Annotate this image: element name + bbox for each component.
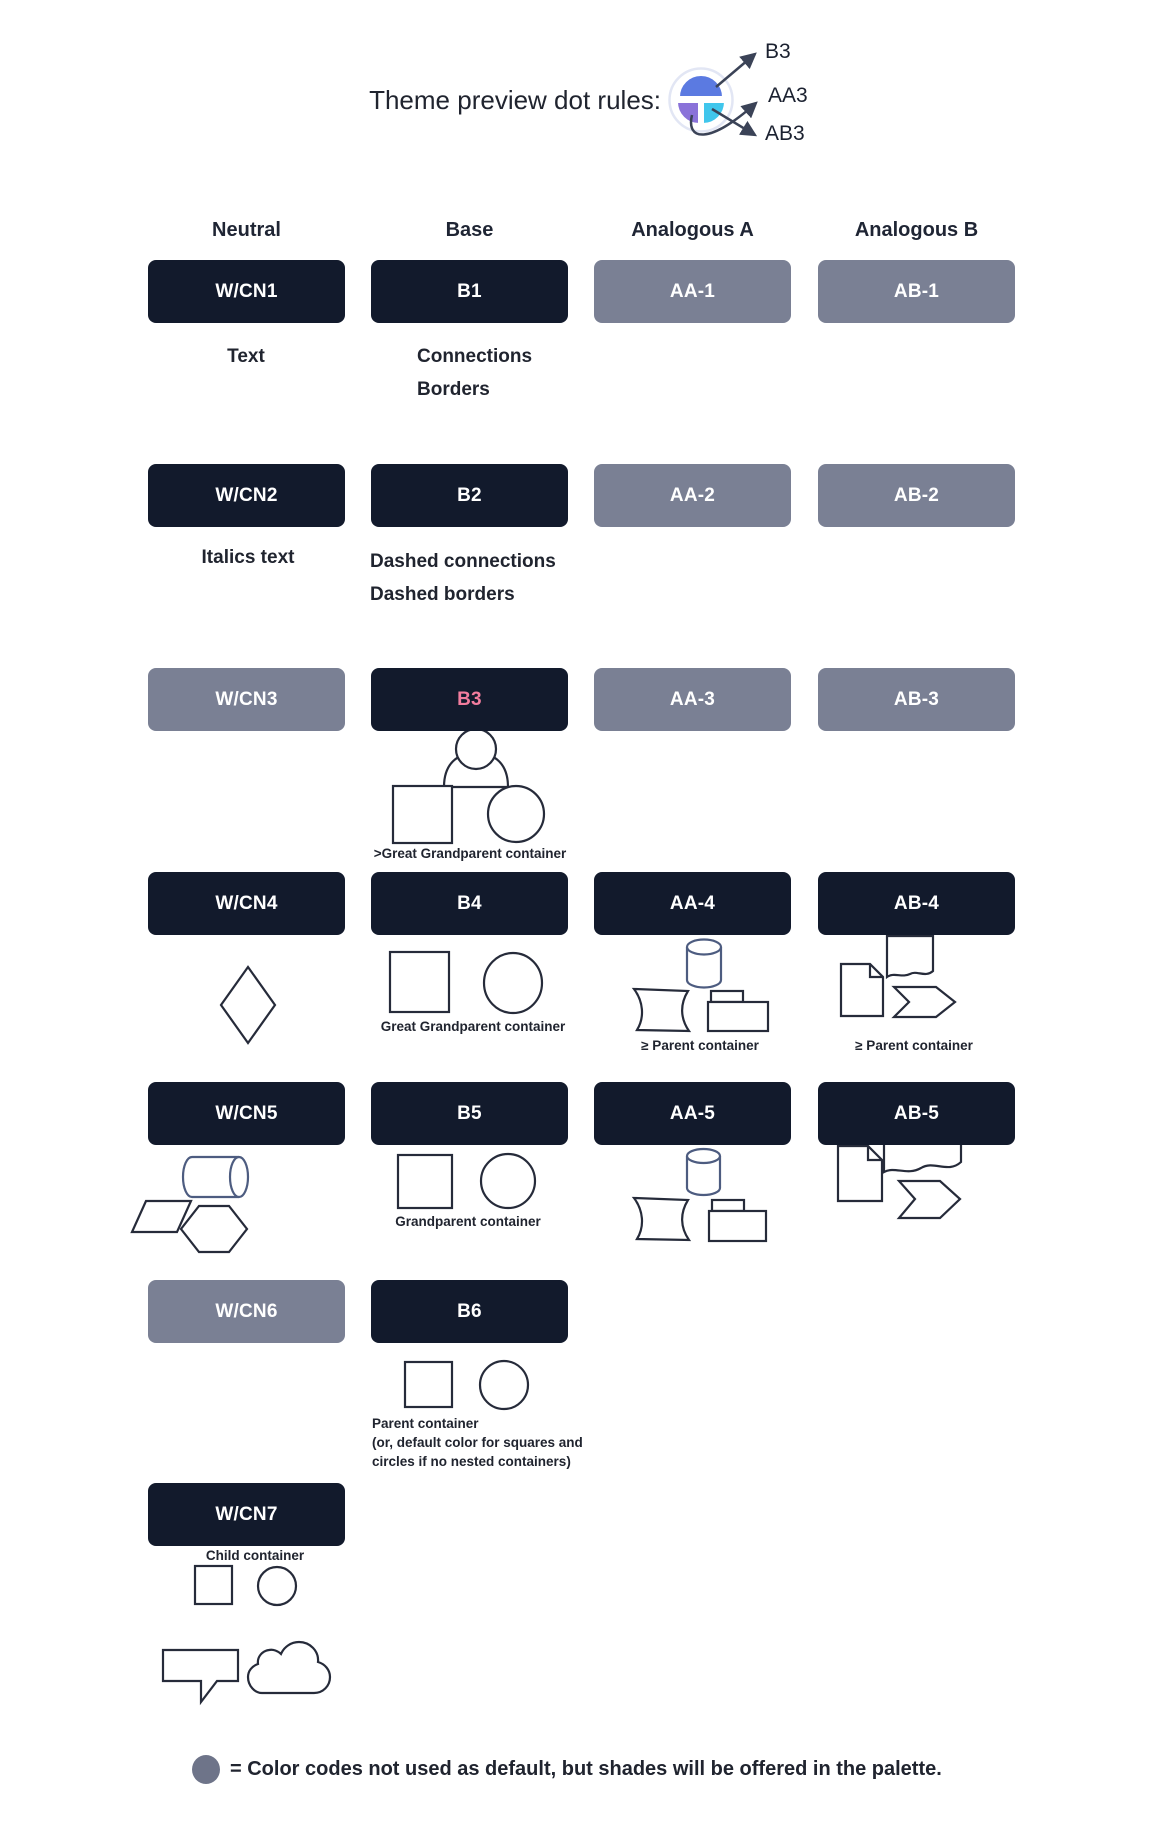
- circle-icon: [481, 1154, 535, 1208]
- chevron-icon: [899, 1181, 960, 1218]
- wcn5-cluster: [132, 1157, 248, 1252]
- swatch-label: AB-4: [893, 892, 940, 914]
- swatch-b6: [371, 1280, 568, 1343]
- swatch-label: AB-5: [893, 1102, 940, 1124]
- square-icon: [393, 786, 452, 843]
- cylinder-icon: [183, 1157, 248, 1197]
- b4-cluster: [390, 952, 542, 1013]
- swatch-w-cn3: [148, 668, 345, 731]
- b3-cluster-caption: >Great Grandparent container: [373, 846, 567, 861]
- swatch-label: W/CN3: [215, 688, 278, 710]
- swatch-label: W/CN4: [215, 892, 278, 914]
- swatch-aa-2: [594, 464, 791, 527]
- curved-panel-icon: [634, 1198, 689, 1240]
- document-icon: [838, 1146, 882, 1201]
- swatch-label: AB-2: [893, 484, 940, 506]
- speech-bubble-icon: [163, 1650, 238, 1702]
- wcn7-extra-cluster: [163, 1642, 330, 1702]
- diagram-title: Theme preview dot rules:: [369, 85, 661, 115]
- theme-preview-dot-icon: [670, 69, 733, 132]
- dot-rule-label-b3: B3: [765, 40, 791, 63]
- diamond-icon: [221, 967, 275, 1043]
- swatch-label: W/CN7: [215, 1503, 278, 1525]
- swatch-label: W/CN2: [215, 484, 278, 506]
- banner-icon: [887, 936, 933, 977]
- wcn7-cluster-caption: Child container: [205, 1548, 305, 1563]
- swatch-b3: [371, 668, 568, 731]
- swatch-ab-1: [818, 260, 1015, 323]
- swatch-b2: [371, 464, 568, 527]
- caption-dashed: Dashed connections Dashed borders: [370, 551, 556, 605]
- wcn4-cluster: [221, 967, 275, 1043]
- aa5-cluster: [634, 1149, 766, 1241]
- square-icon: [195, 1566, 232, 1604]
- dot-rule-label-aa3: AA3: [768, 84, 808, 107]
- legend: [192, 1755, 942, 1784]
- swatch-ab-3: [818, 668, 1015, 731]
- swatch-b1: [371, 260, 568, 323]
- wcn7-cluster: [195, 1566, 296, 1605]
- swatch-label: B4: [457, 892, 482, 914]
- swatch-label: AB-3: [893, 688, 940, 710]
- swatch-label: B2: [457, 484, 482, 506]
- column-header-analogous-b: Analogous B: [854, 219, 979, 241]
- cylinder-icon: [687, 1149, 720, 1195]
- swatch-b4: [371, 872, 568, 935]
- square-icon: [405, 1362, 452, 1407]
- b6-cluster: [405, 1361, 528, 1409]
- swatch-label: W/CN6: [215, 1300, 278, 1322]
- person-icon: [456, 729, 496, 769]
- aa4-cluster: [634, 940, 768, 1032]
- folder-icon: [708, 991, 768, 1031]
- b3-cluster: [393, 729, 544, 843]
- b6-cluster-caption: Parent container (or, default color for squares and circles if no nested containers): [372, 1416, 583, 1469]
- column-header-analogous-a: Analogous A: [631, 219, 754, 241]
- swatch-b5: [371, 1082, 568, 1145]
- swatch-label: AB-1: [893, 280, 940, 302]
- swatch-label: B6: [457, 1300, 482, 1322]
- swatch-label: AA-4: [669, 892, 716, 914]
- swatch-label: B3: [457, 688, 482, 710]
- curved-panel-icon: [634, 989, 689, 1031]
- swatch-label: AA-3: [669, 688, 716, 710]
- cylinder-icon: [687, 940, 721, 988]
- swatch-ab-2: [818, 464, 1015, 527]
- swatch-w-cn4: [148, 872, 345, 935]
- swatch-aa-3: [594, 668, 791, 731]
- circle-icon: [488, 786, 544, 842]
- swatch-w-cn5: [148, 1082, 345, 1145]
- b5-cluster-caption: Grandparent container: [395, 1214, 541, 1229]
- ab4-cluster-caption: ≥ Parent container: [855, 1038, 973, 1053]
- swatch-label: B1: [457, 280, 482, 302]
- square-icon: [398, 1155, 452, 1208]
- square-icon: [390, 952, 449, 1012]
- arrow-to-b3: [716, 54, 755, 87]
- dot-rule-label-ab3: AB3: [765, 122, 805, 145]
- folder-icon: [709, 1200, 766, 1241]
- caption-text: Text: [227, 346, 265, 367]
- caption-connections: Connections Borders: [417, 346, 533, 400]
- circle-icon: [258, 1567, 296, 1605]
- swatch-aa-4: [594, 872, 791, 935]
- circle-icon: [484, 953, 542, 1013]
- ab4-cluster: [841, 936, 955, 1017]
- swatch-w-cn6: [148, 1280, 345, 1343]
- hexagon-icon: [181, 1206, 247, 1252]
- cloud-icon: [248, 1642, 330, 1693]
- b5-cluster: [398, 1154, 535, 1208]
- swatch-ab-5: [818, 1082, 1015, 1145]
- caption-italics: Italics text: [201, 547, 295, 568]
- swatch-label: AA-1: [669, 280, 716, 302]
- swatch-w-cn2: [148, 464, 345, 527]
- swatch-ab-4: [818, 872, 1015, 935]
- swatch-aa-1: [594, 260, 791, 323]
- swatch-label: AA-2: [669, 484, 716, 506]
- swatch-label: W/CN1: [215, 280, 278, 302]
- legend-text: = Color codes not used as default, but shades will be offered in the palette.: [230, 1758, 942, 1780]
- muted-dot-icon: [192, 1755, 220, 1784]
- swatch-label: AA-5: [669, 1102, 716, 1124]
- swatch-aa-5: [594, 1082, 791, 1145]
- chevron-icon: [894, 987, 955, 1017]
- column-header-neutral: Neutral: [212, 219, 281, 241]
- swatch-label: B5: [457, 1102, 482, 1124]
- circle-icon: [480, 1361, 528, 1409]
- aa4-cluster-caption: ≥ Parent container: [641, 1038, 759, 1053]
- b4-cluster-caption: Great Grandparent container: [380, 1019, 566, 1034]
- column-header-base: Base: [445, 219, 494, 241]
- swatch-w-cn1: [148, 260, 345, 323]
- swatch-w-cn7: [148, 1483, 345, 1546]
- document-icon: [841, 964, 883, 1016]
- swatch-label: W/CN5: [215, 1102, 278, 1124]
